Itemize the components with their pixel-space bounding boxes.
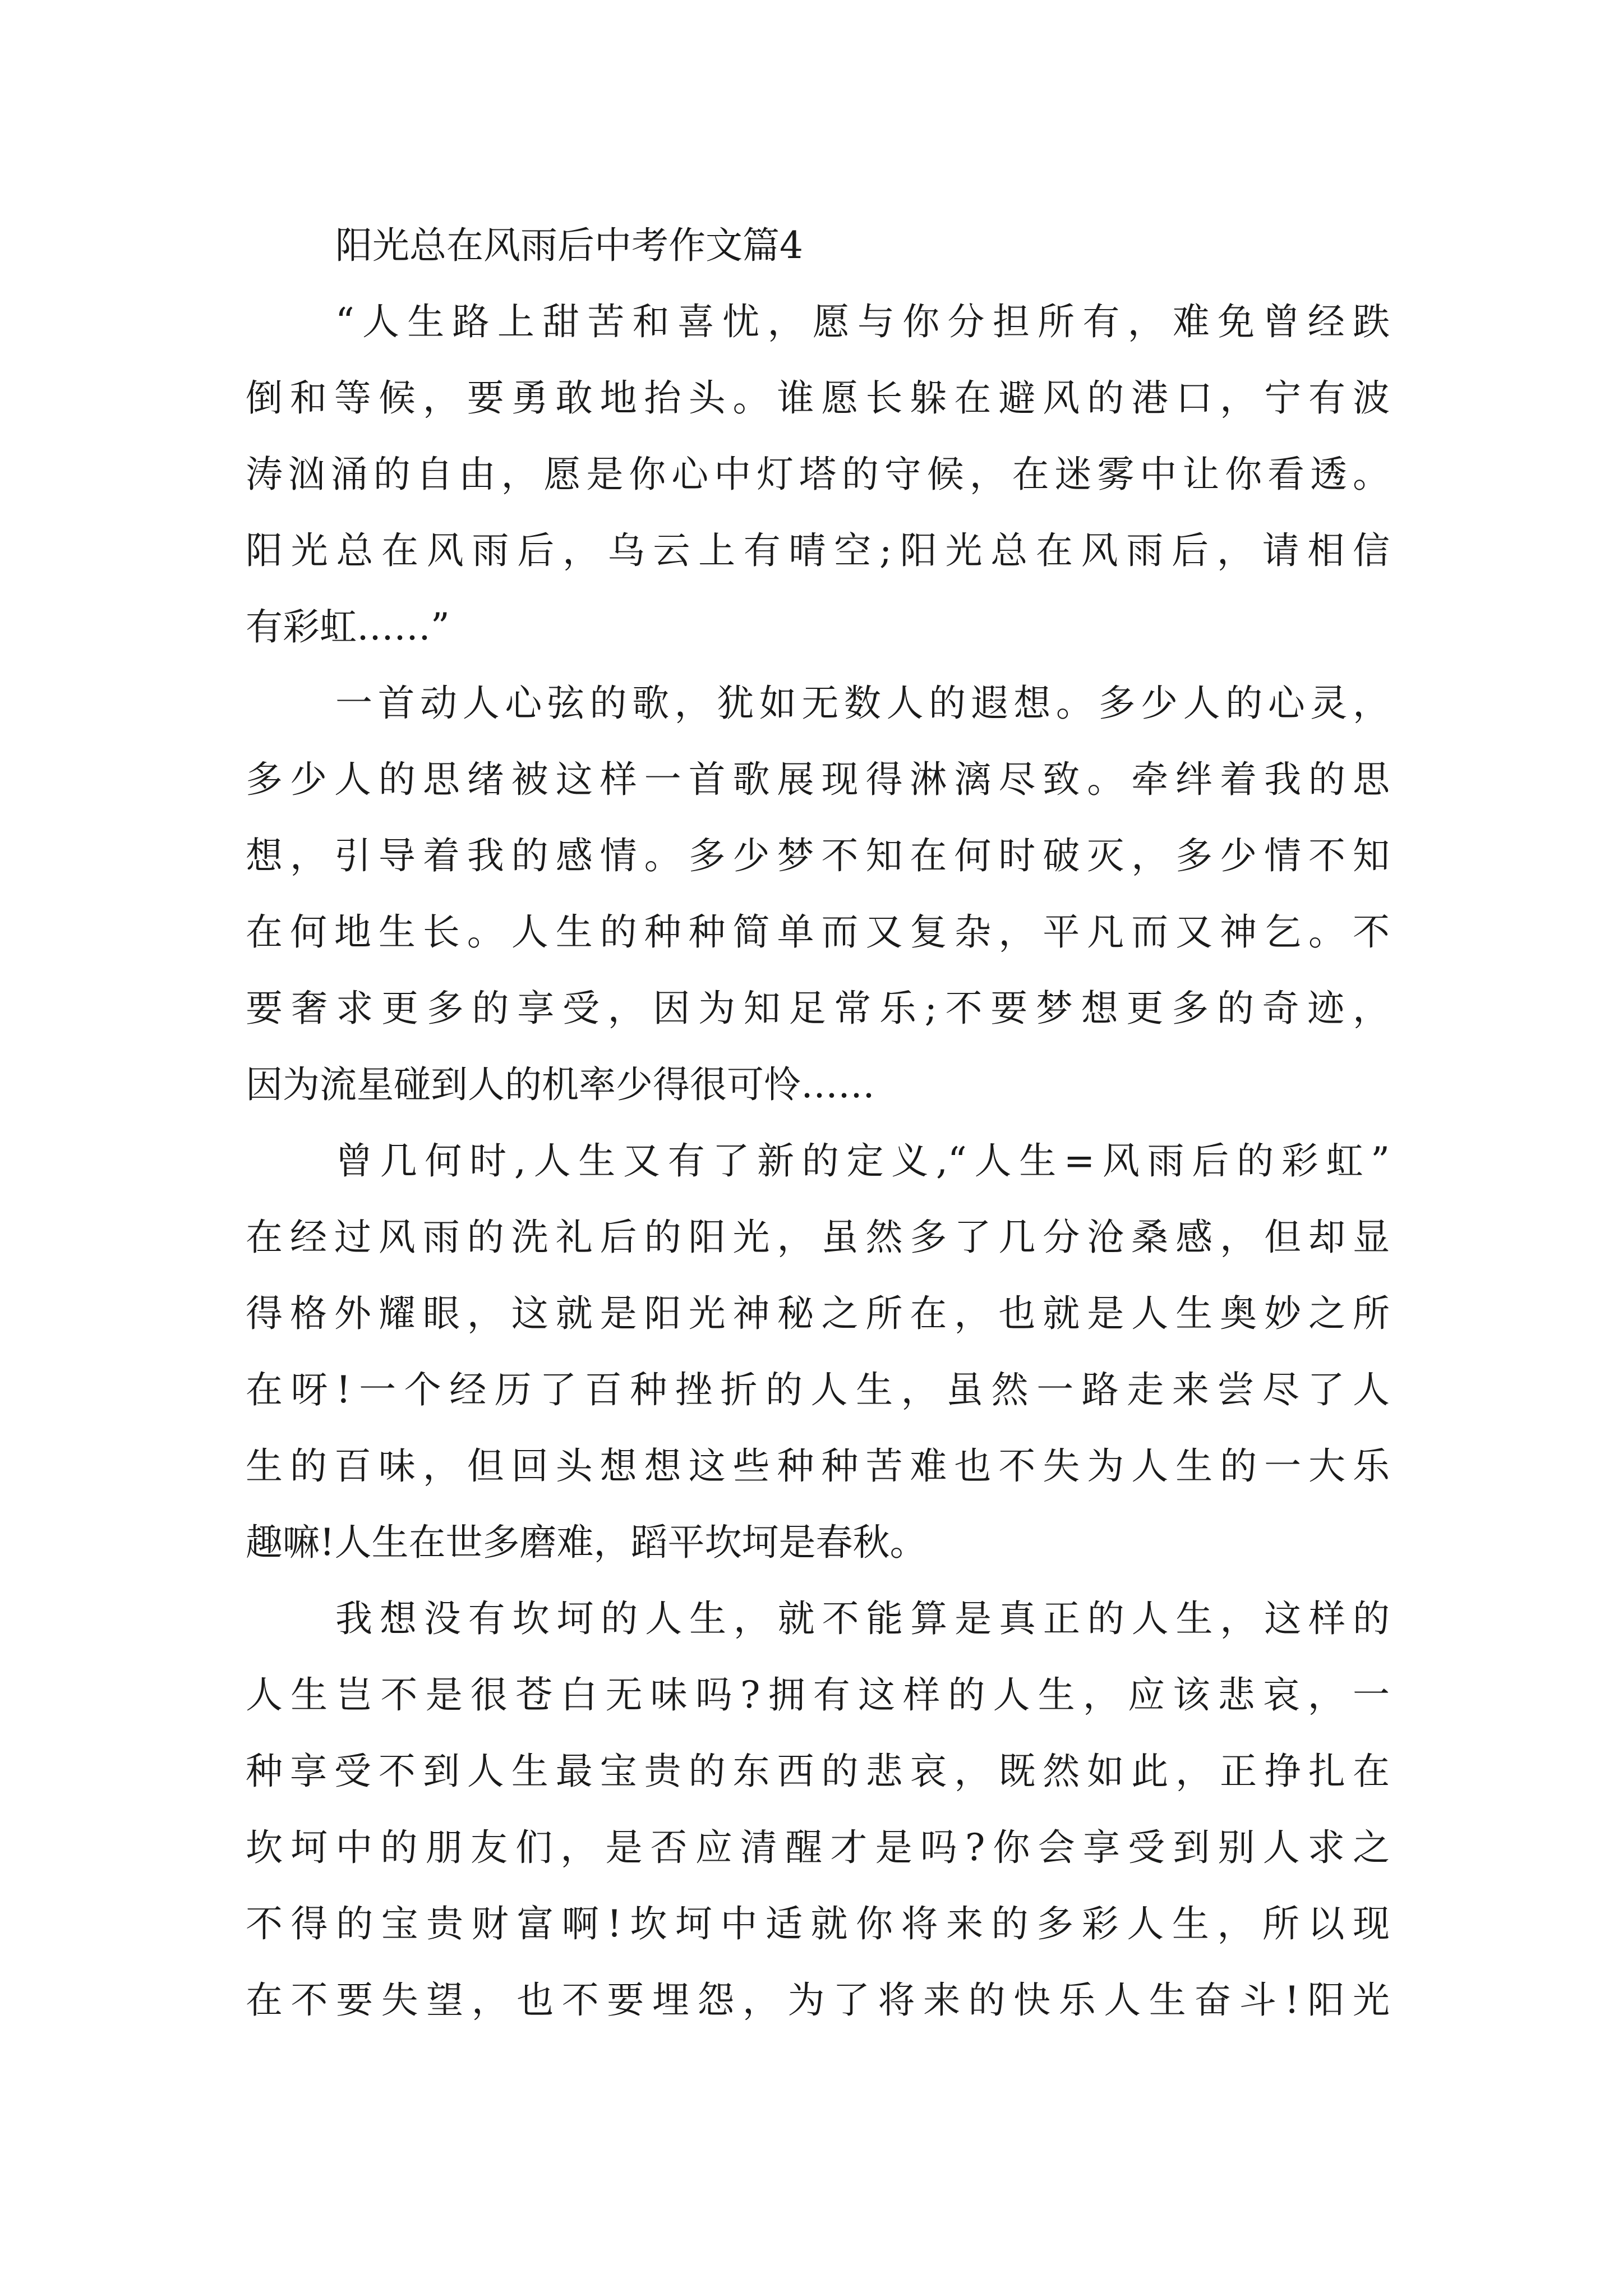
text-line: 想，引导着我的感情。多少梦不知在何时破灭，多少情不知 [246,834,1390,877]
text-line: 得格外耀眼，这就是阳光神秘之所在，也就是人生奥妙之所 [246,1292,1390,1335]
paragraph-4-line-2 [246,1657,1390,1733]
paragraph-1-line-5 [246,589,1390,665]
paragraph-4-line-5 [246,1886,1390,1962]
text-line: 人生岂不是很苍白无味吗?拥有这样的人生，应该悲哀，一 [246,1673,1390,1717]
text-line: 趣嘛!人生在世多磨难，蹈平坎坷是春秋。 [246,1521,927,1564]
paragraph-3-line-2 [246,1199,1390,1276]
paragraph-4-line-6 [246,1962,1390,2039]
paragraph-3-line-4 [246,1352,1390,1428]
paragraph-3-line-5 [246,1428,1390,1504]
paragraph-2-line-5 [246,970,1390,1047]
text-line: 不得的宝贵财富啊!坎坷中适就你将来的多彩人生，所以现 [246,1902,1390,1945]
paragraph-2-line-2 [246,742,1390,818]
text-line: 种享受不到人生最宝贵的东西的悲哀，既然如此，正挣扎在 [246,1750,1390,1793]
text-line: 曾几何时,人生又有了新的定义,“人生=风雨后的彩虹” [335,1139,1390,1182]
text-line: 倒和等候，要勇敢地抬头。谁愿长躲在避风的港口，宁有波 [246,376,1390,420]
paragraph-3-line-1 [246,1123,1390,1199]
paragraph-2-line-6 [246,1047,1390,1123]
paragraph-4-line-4 [246,1810,1390,1886]
paragraph-1-line-4 [246,513,1390,589]
essay-body [246,208,1390,2039]
text-line: 在不要失望，也不要埋怨，为了将来的快乐人生奋斗!阳光 [246,1978,1390,2022]
paragraph-3-line-6 [246,1504,1390,1581]
text-line: 阳光总在风雨后，乌云上有晴空;阳光总在风雨后，请相信 [246,529,1390,572]
text-line: 因为流星碰到人的机率少得很可怜…… [246,1063,875,1106]
paragraph-2-line-1 [246,665,1390,742]
text-line: 要奢求更多的享受，因为知足常乐;不要梦想更多的奇迹， [246,987,1390,1030]
text-line: 涛汹涌的自由，愿是你心中灯塔的守候，在迷雾中让你看透。 [246,453,1390,496]
paragraph-1-line-2 [246,360,1390,436]
text-line: 我想没有坎坷的人生，就不能算是真正的人生，这样的 [335,1597,1390,1640]
paragraph-1-line-1 [246,284,1390,360]
paragraph-4-line-1 [246,1581,1390,1657]
paragraph-4-line-3 [246,1733,1390,1810]
paragraph-2-line-3 [246,818,1390,894]
text-line: 多少人的思绪被这样一首歌展现得淋漓尽致。牵绊着我的思 [246,758,1390,801]
text-line: 在经过风雨的洗礼后的阳光，虽然多了几分沧桑感，但却显 [246,1216,1390,1259]
paragraph-1-line-3 [246,436,1390,513]
text-line: 坎坷中的朋友们，是否应清醒才是吗?你会享受到别人求之 [246,1826,1390,1869]
paragraph-2-line-4 [246,894,1390,970]
essay-title [246,208,1390,284]
text-line: “人生路上甜苦和喜忧，愿与你分担所有，难免曾经跌 [335,300,1390,343]
text-line: 生的百味，但回头想想这些种种苦难也不失为人生的一大乐 [246,1444,1390,1488]
text-line: 在呀!一个经历了百种挫折的人生，虽然一路走来尝尽了人 [246,1368,1390,1411]
text-line: 一首动人心弦的歌，犹如无数人的遐想。多少人的心灵， [335,682,1390,725]
text-line: 有彩虹……” [246,605,450,648]
title-text: 阳光总在风雨后中考作文篇4 [335,224,803,267]
text-line: 在何地生长。人生的种种简单而又复杂，平凡而又神乞。不 [246,910,1390,954]
paragraph-3-line-3 [246,1276,1390,1352]
